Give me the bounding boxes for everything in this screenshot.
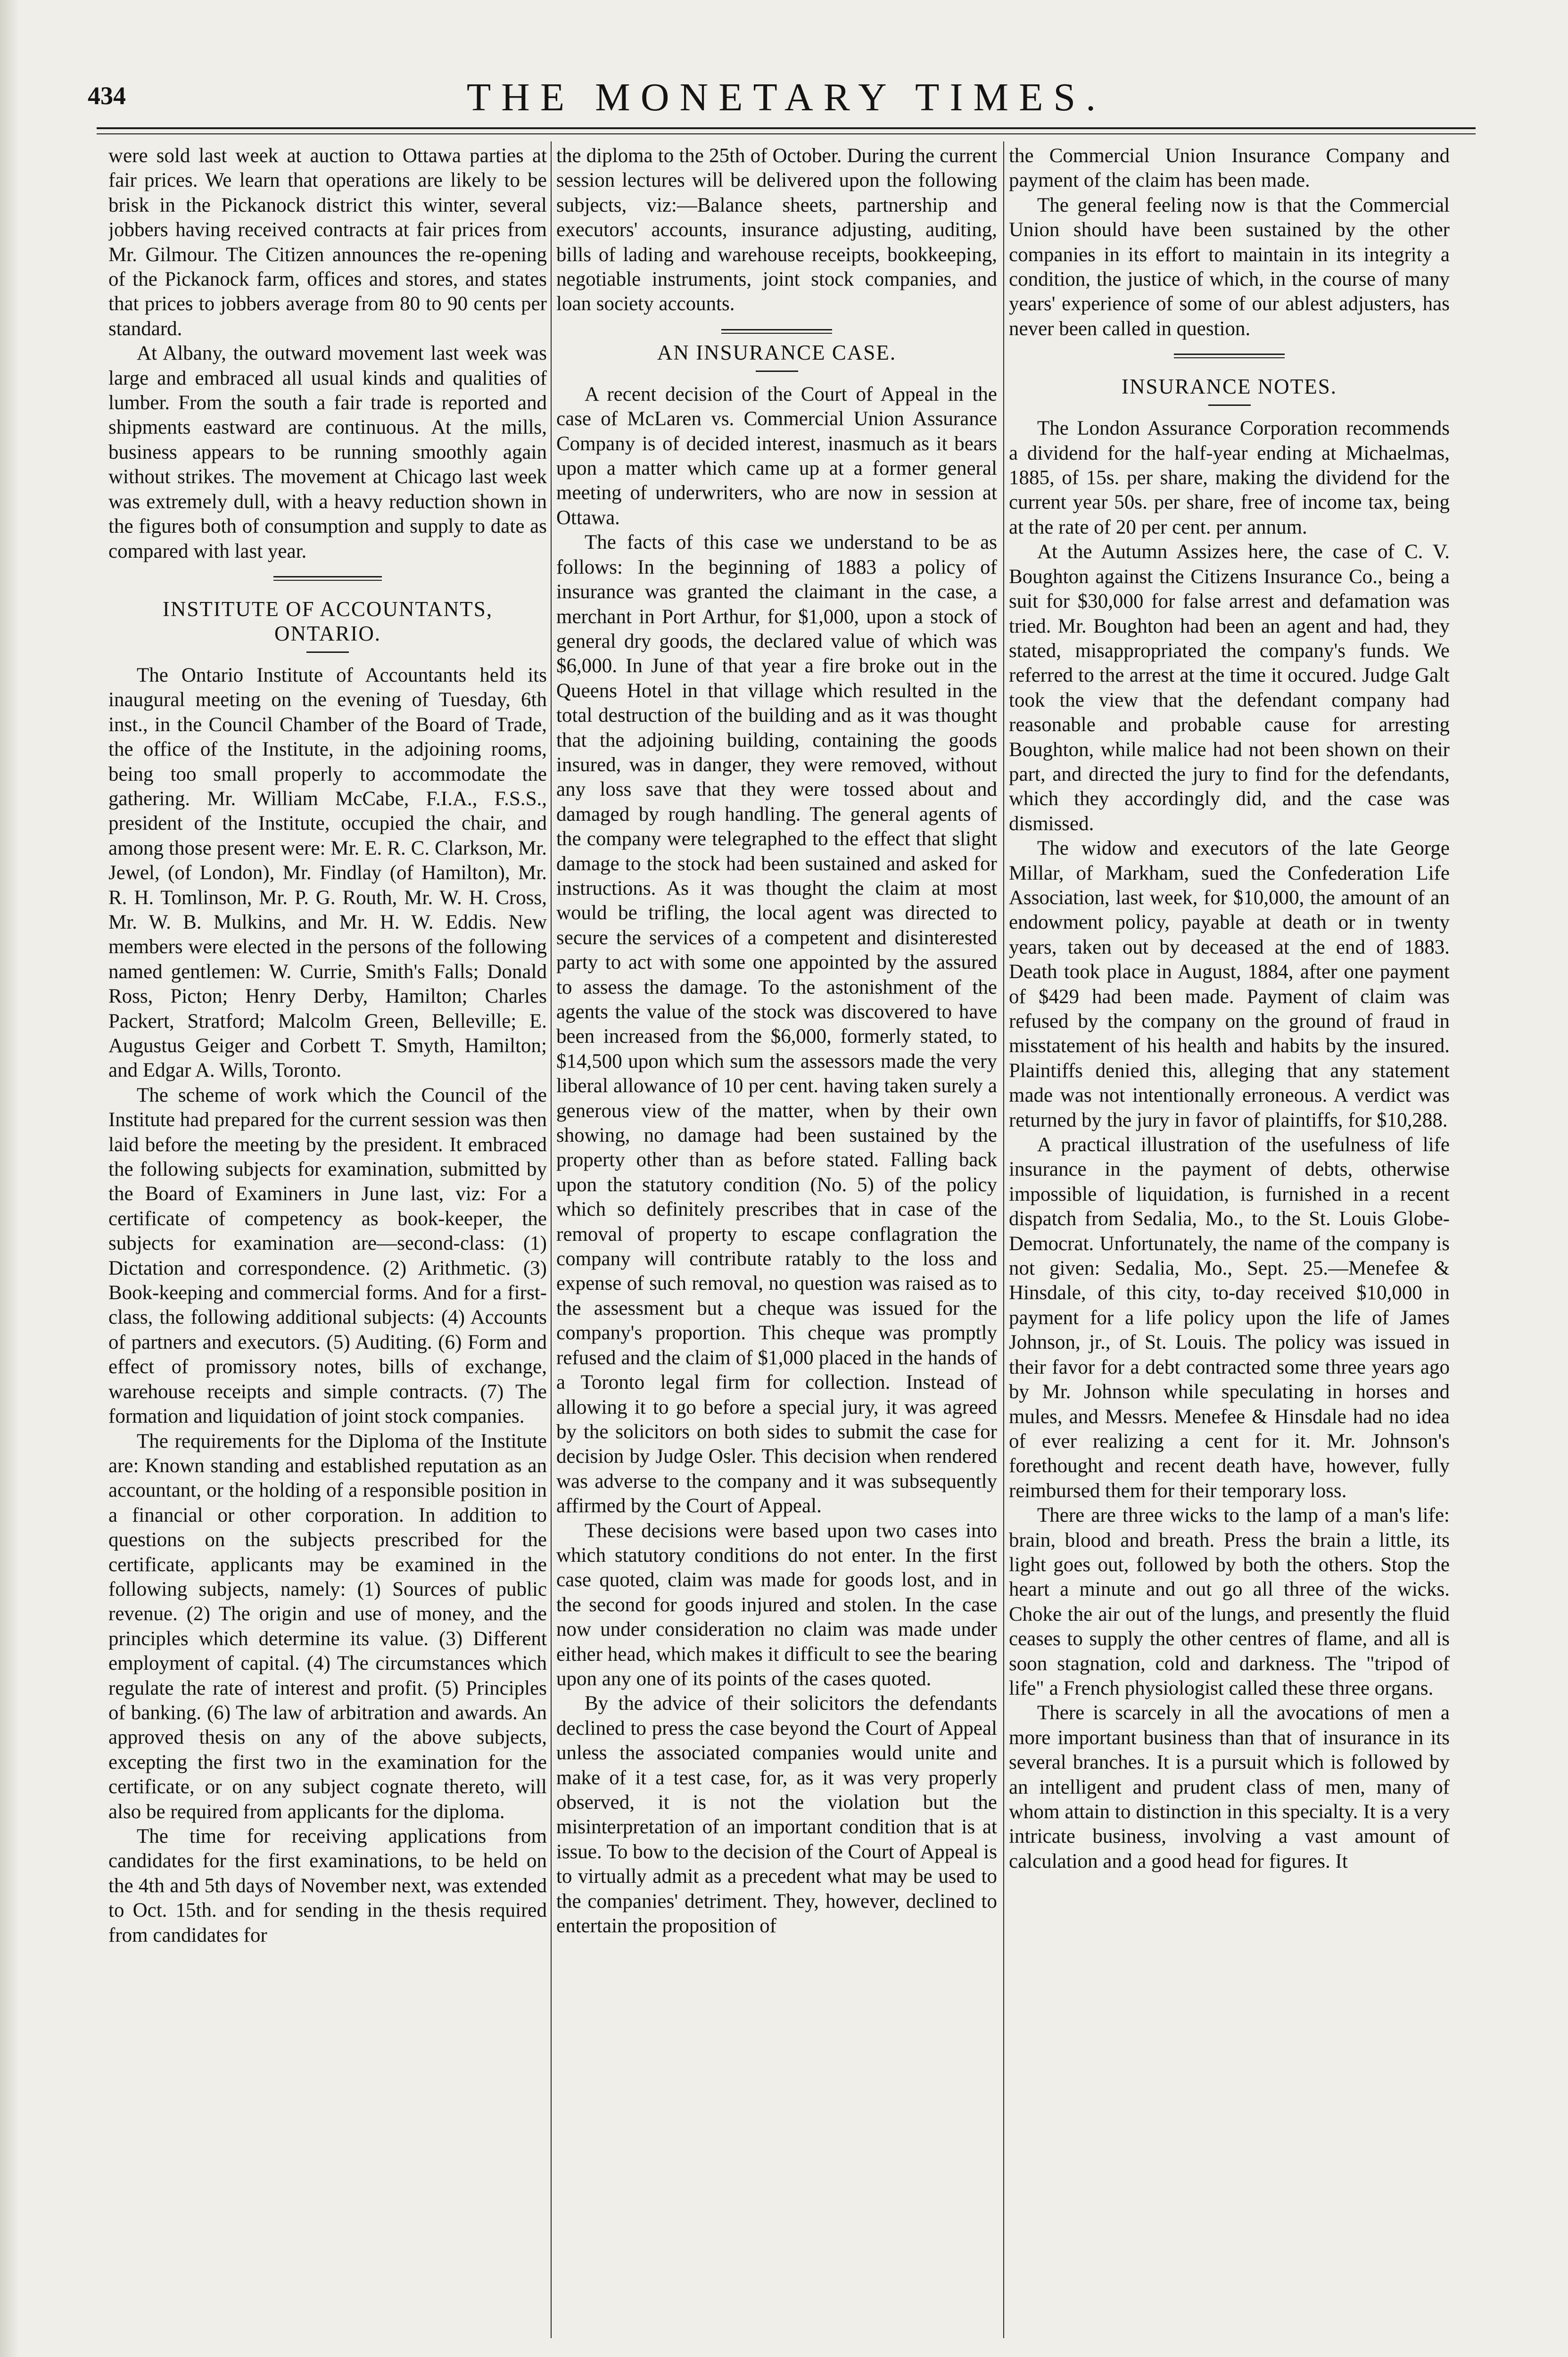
section-separator xyxy=(556,326,997,338)
column-divider xyxy=(551,141,552,2338)
article-paragraph: The widow and executors of the late George Millar, of Markham, sued the Confederation Life Association, last week, for $10,000, the amount of an endowment policy, payable at death or in twenty years, taken out by deceased at the end of 1883. Death took place in August, 1884, after one payment of $429 had been made. Payment of claim was refused by the company on the ground of fraud in misstatement of his health and habits by the insured. Plaintiffs denied this, alleging that any statement made was not intentionally erroneous. A verdict was returned by the jury in favor of plaintiffs, for $10,288. xyxy=(1009,837,1450,1131)
article-paragraph: The scheme of work which the Council of the Institute had prepared for the current session was then laid before the meeting by the president. It embraced the following subjects for examination, submitted by the Board of Examiners in June last, viz: For a certificate of competency as book-keeper, the subjects for examination are—second-class: (1) Dictation and correspondence. (2) Arithmetic. (3) Book-keeping and commercial forms. And for a first-class, the following additional subjects: (4) Accounts of partners and executors. (5) Auditing. (6) Form and effect of promissory notes, bills of exchange, warehouse receipts and simple contracts. (7) The formation and liquidation of joint stock companies. xyxy=(108,1084,547,1428)
column-2 xyxy=(556,144,997,2331)
article-paragraph: A practical illustration of the usefulness of life insurance in the payment of debts, otherwise impossible of liquidation, is furnished in a recent dispatch from Sedalia, Mo., to the St. Louis Globe-Democrat. Unfortunately, the name of the company is not given: Sedalia, Mo., Sept. 25.—Menefee & Hinsdale, of this city, to-day received $10,000 in payment for a life policy upon the life of James Johnson, jr., of St. Louis. The policy was issued in their favor for a debt contracted some three years ago by Mr. Johnson while speculating in horses and mules, and Messrs. Menefee & Hinsdale had no idea of ever realizing a cent for it. Mr. Johnson's forethought and recent death have, however, fully reimbursed them for their temporary loss. xyxy=(1009,1134,1450,1502)
article-paragraph: were sold last week at auction to Ottawa parties at fair prices. We learn that operations are likely to be brisk in the Pickanock district this winter, several jobbers having received contracts at fair prices from Mr. Gilmour. The Citizen announces the re-opening of the Pickanock farm, offices and stores, and states that prices to jobbers average from 80 to 90 cents per standard. xyxy=(108,145,547,340)
publication-title: THE MONETARY TIMES. xyxy=(466,75,1106,119)
masthead xyxy=(79,71,1494,123)
article-paragraph: The Ontario Institute of Accountants held its inaugural meeting on the evening of Tuesday, 6th inst., in the Council Chamber of the Board of Trade, the office of the Institute, in the adjoining rooms, being too small properly to accommodate the gathering. Mr. William McCabe, F.I.A., F.S.S., president of the Institute, occupied the chair, and among those present were: Mr. E. R. C. Clarkson, Mr. Jewel, (of London), Mr. Findlay (of Hamilton), Mr. R. H. Tomlinson, Mr. P. G. Routh, Mr. W. H. Cross, Mr. W. B. Mulkins, and Mr. H. W. Eddis. New members were elected in the persons of the following named gentlemen: W. Currie, Smith's Falls; Donald Ross, Picton; Henry Derby, Hamilton; Charles Packert, Stratford; Malcolm Green, Belleville; E. Augustus Geiger and Corbett T. Smyth, Hamilton; and Edgar A. Wills, Toronto. xyxy=(108,664,547,1082)
column-divider xyxy=(1003,141,1004,2338)
article-paragraph: the Commercial Union Insurance Company and payment of the claim has been made. xyxy=(1009,145,1450,192)
section-heading: INSTITUTE OF ACCOUNTANTS, ONTARIO. xyxy=(162,597,493,645)
article-paragraph: By the advice of their solicitors the defendants declined to press the case beyond the Court of Appeal unless the associated companies would unite and make of it a test case, for, as it was very properly observed, it is not the violation but the misinterpretation of an important condition that is at issue. To bow to the decision of the Court of Appeal is to virtually admit as a precedent what may be used to the companies' detriment. They, however, declined to entertain the proposition of xyxy=(556,1692,997,1937)
column-1 xyxy=(108,144,547,2331)
article-paragraph: The London Assurance Corporation recommends a dividend for the half-year ending at Michaelmas, 1885, of 15s. per share, making the dividend for the current year 50s. per share, free of income tax, being at the rate of 20 per cent. per annum. xyxy=(1009,417,1450,538)
article-paragraph: the diploma to the 25th of October. During the current session lectures will be delivered upon the following subjects, viz:—Balance sheets, partnership and executors' accounts, insurance adjusting, auditing, bills of lading and warehouse receipts, bookkeeping, negotiable instruments, joint stock companies, and loan society accounts. xyxy=(556,145,997,315)
page-number: 434 xyxy=(88,82,126,110)
article-paragraph: There is scarcely in all the avocations of men a more important business than that of insurance in its several branches. It is a pursuit which is followed by an intelligent and prudent class of men, many of whom attain to distinction in this specialty. It is a very intricate business, involving a vast amount of calculation and a good head for figures. It xyxy=(1009,1702,1450,1872)
heading-dash xyxy=(306,651,349,653)
article-paragraph: The requirements for the Diploma of the Institute are: Known standing and established reputation as an accountant, or the holding of a responsible position in a financial or other corporation. In addition to questions on the subjects prescribed for the certificate, applicants may be examined in the following subjects, namely: (1) Sources of public revenue. (2) The origin and use of money, and the principles which determine its value. (3) Different employment of capital. (4) The circumstances which regulate the rate of interest and profit. (5) Principles of banking. (6) The law of arbitration and awards. An approved thesis on any of the above subjects, excepting the first two in the examination for the certificate, or on any subject cognate thereto, will also be required from applicants for the diploma. xyxy=(108,1430,547,1823)
article-paragraph: There are three wicks to the lamp of a man's life: brain, blood and breath. Press the brain a little, its light goes out, followed by both the others. Stop the heart a minute and out go all three of the wicks. Choke the air out of the lungs, and presently the fluid ceases to supply the other centres of flame, and all is soon stagnation, cold and darkness. The "tripod of life" a French physiologist called these three organs. xyxy=(1009,1504,1450,1699)
article-paragraph: The time for receiving applications from candidates for the first examinations, to be held on the 4th and 5th days of November next, was extended to Oct. 15th. and for sending in the thesis required from candidates for xyxy=(108,1825,547,1946)
column-3 xyxy=(1009,144,1450,2331)
masthead-rule-thick xyxy=(97,127,1476,129)
masthead-rule-thin xyxy=(97,133,1476,134)
heading-dash xyxy=(756,371,798,372)
article-paragraph: A recent decision of the Court of Appeal in the case of McLaren vs. Commercial Union Assurance Company is of decided interest, inasmuch as it bears upon a matter which came up at a former general meeting of underwriters, who are now in session at Ottawa. xyxy=(556,383,997,529)
article-paragraph: At Albany, the outward movement last week was large and embraced all usual kinds and qualities of lumber. From the south a fair trade is reported and shipments eastward are continuous. At the mills, business appears to be running smoothly again without strikes. The movement at Chicago last week was extremely dull, with a heavy reduction shown in the figures both of consumption and supply to date as compared with last year. xyxy=(108,342,547,562)
article-paragraph: These decisions were based upon two cases into which statutory conditions do not enter. In the first case quoted, claim was made for goods lost, and in the second for goods injured and stolen. In the case now under consideration no claim was made under either head, which makes it difficult to see the bearing upon any one of its points of the cases quoted. xyxy=(556,1519,997,1690)
section-separator xyxy=(1009,351,1450,362)
article-paragraph: At the Autumn Assizes here, the case of C. V. Boughton against the Citizens Insurance Co., being a suit for $30,000 for false arrest and defamation was tried. Mr. Boughton had been an agent and had, they stated, misappropriated the company's funds. We referred to the arrest at the time it occured. Judge Galt took the view that the defendant company had reasonable and probable cause for arresting Boughton, while malice had not been shown on their part, and directed the jury to find for the defendants, which they accordingly did, and the case was dismissed. xyxy=(1009,541,1450,835)
article-paragraph: The general feeling now is that the Commercial Union should have been sustained by the other companies in its effort to maintain in its integrity a condition, the justice of which, in the course of many years' experience of some of our ablest adjusters, has never been called in question. xyxy=(1009,194,1450,340)
page-binding-edge xyxy=(0,0,19,2357)
section-separator xyxy=(108,573,547,585)
section-heading: AN INSURANCE CASE. xyxy=(657,340,897,364)
article-paragraph: The facts of this case we understand to be as follows: In the beginning of 1883 a policy of insurance was granted the claimant in the case, a merchant in Port Arthur, for $1,000, upon a stock of general dry goods, the declared value of which was $6,000. In June of that year a fire broke out in the Queens Hotel in that village which resulted in the total destruction of the building and as it was thought that the adjoining building, containing the goods insured, was in danger, they were removed, without any loss save that they were tossed about and damaged by rough handling. The general agents of the company were telegraphed to the effect that slight damage to the stock had been sustained and asked for instructions. As it was thought the claim at most would be trifling, the local agent was directed to secure the services of a competent and disinterested party to act with some one appointed by the assured to assess the damage. To the astonishment of the agents the value of the stock was discovered to have been increased from the $6,000, formerly stated, to $14,500 upon which sum the assessors made the very liberal allowance of 10 per cent. having taken surely a generous view of the matter, when by their own showing, no damage had been sustained by the property other than as before stated. Falling back upon the statutory condition (No. 5) of the policy which so definitely prescribes that in case of the removal of property to escape conflagration the company will contribute ratably to the loss and expense of such removal, no question was raised as to the assessment but a cheque was issued for the company's proportion. This cheque was promptly refused and the claim of $1,000 placed in the hands of a Toronto legal firm for collection. Instead of allowing it to go before a special jury, it was agreed by the solicitors on both sides to submit the case for decision by Judge Osler. This decision when rendered was adverse to the company and it was subsequently affirmed by the Court of Appeal. xyxy=(556,531,997,1517)
heading-dash xyxy=(1208,404,1251,406)
section-heading: INSURANCE NOTES. xyxy=(1121,375,1337,399)
